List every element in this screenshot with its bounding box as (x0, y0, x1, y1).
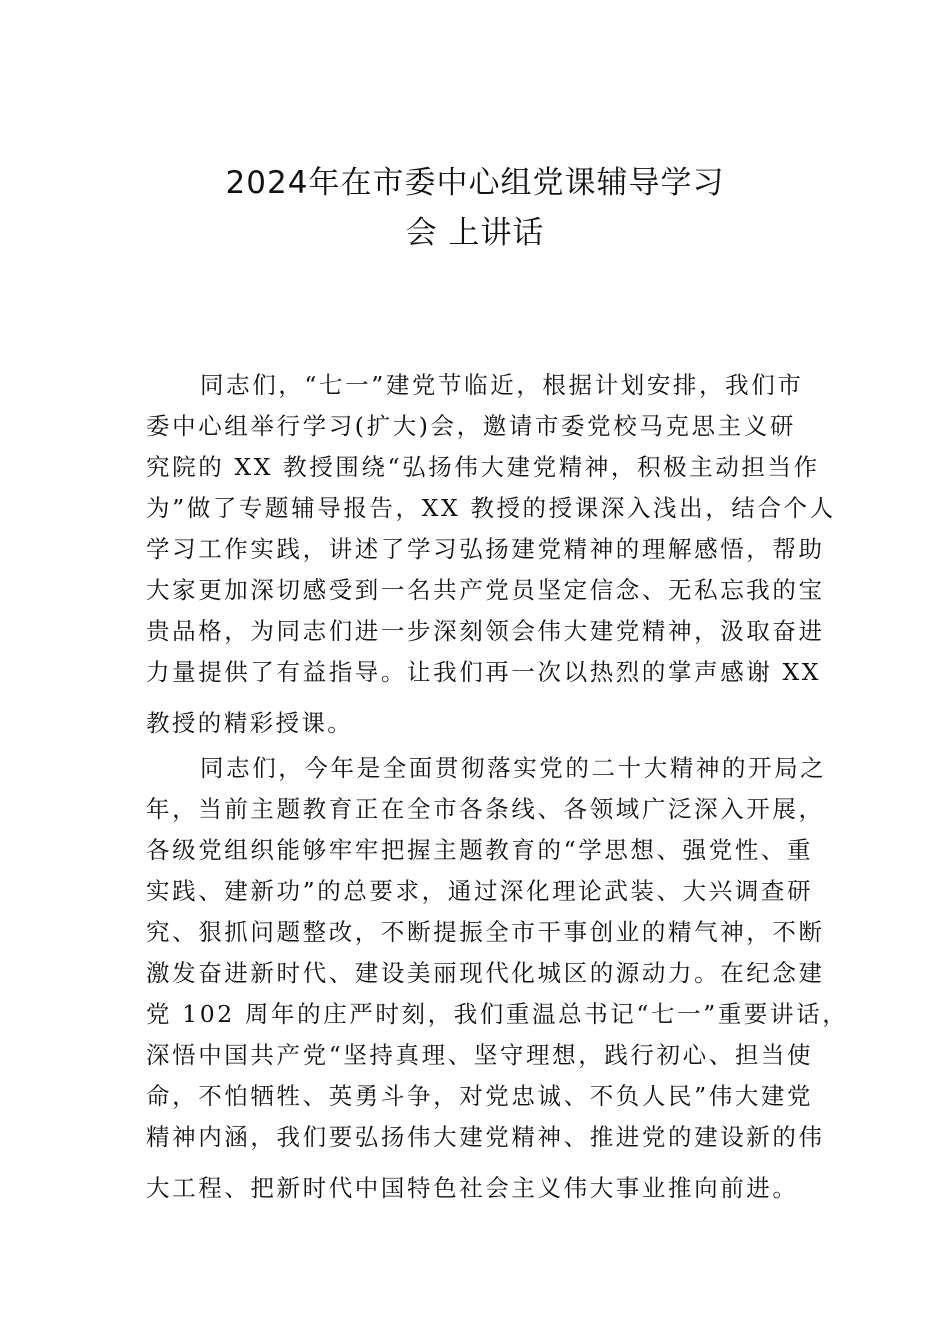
paragraph-line: 深悟中国共产党“坚持真理、坚守理想，践行初心、担当使 (146, 1041, 814, 1069)
paragraph-line: 学习工作实践，讲述了学习弘扬建党精神的理解感悟，帮助 (146, 535, 825, 563)
paragraph-line: 究、狠抓问题整改，不断提振全市干事创业的精气神，不断 (146, 918, 825, 946)
title-line-2: 会 上讲话 (405, 215, 545, 251)
paragraph-line: 党 102 周年的庄严时刻，我们重温总书记“七一”重要讲话， (146, 1000, 849, 1028)
paragraph-line: 激发奋进新时代、建设美丽现代化城区的源动力。在纪念建 (146, 959, 825, 987)
paragraph-line: 大工程、把新时代中国特色社会主义伟大事业推向前进。 (146, 1174, 799, 1202)
paragraph-line: 实践、建新功”的总要求，通过深化理论武装、大兴调查研 (146, 877, 814, 905)
paragraph-2 (146, 748, 849, 1209)
paragraph-line: 委中心组举行学习(扩大)会，邀请市委党校马克思主义研 (146, 412, 796, 440)
paragraph-line: 为”做了专题辅导报告，XX 教授的授课深入浅出，结合个人 (146, 494, 836, 522)
paragraph-line: 教授的精彩授课。 (146, 709, 354, 737)
paragraph-line: 力量提供了有益指导。让我们再一次以热烈的掌声感谢 XX (146, 658, 822, 686)
paragraph-line: 贵品格，为同志们进一步深刻领会伟大建党精神，汲取奋进 (146, 617, 825, 645)
document-title (120, 158, 830, 258)
paragraph-line: 究院的 XX 教授围绕“弘扬伟大建党精神，积极主动担当作 (146, 453, 820, 481)
paragraph-1 (146, 365, 836, 744)
paragraph-line: 精神内涵，我们要弘扬伟大建党精神、推进党的建设新的伟 (146, 1123, 825, 1151)
paragraph-line: 同志们，“七一”建党节临近，根据计划安排，我们市 (200, 371, 804, 399)
title-line-1: 2024年在市委中心组党课辅导学习 (225, 165, 725, 201)
paragraph-line: 同志们，今年是全面贯彻落实党的二十大精神的开局之 (200, 754, 827, 782)
paragraph-line: 各级党组织能够牢牢把握主题教育的“学思想、强党性、重 (146, 836, 814, 864)
paragraph-line: 大家更加深切感受到一名共产党员坚定信念、无私忘我的宝 (146, 576, 825, 604)
paragraph-line: 命，不怕牺牲、英勇斗争，对党忠诚、不负人民”伟大建党 (146, 1082, 814, 1110)
paragraph-line: 年，当前主题教育正在全市各条线、各领域广泛深入开展， (146, 795, 825, 823)
